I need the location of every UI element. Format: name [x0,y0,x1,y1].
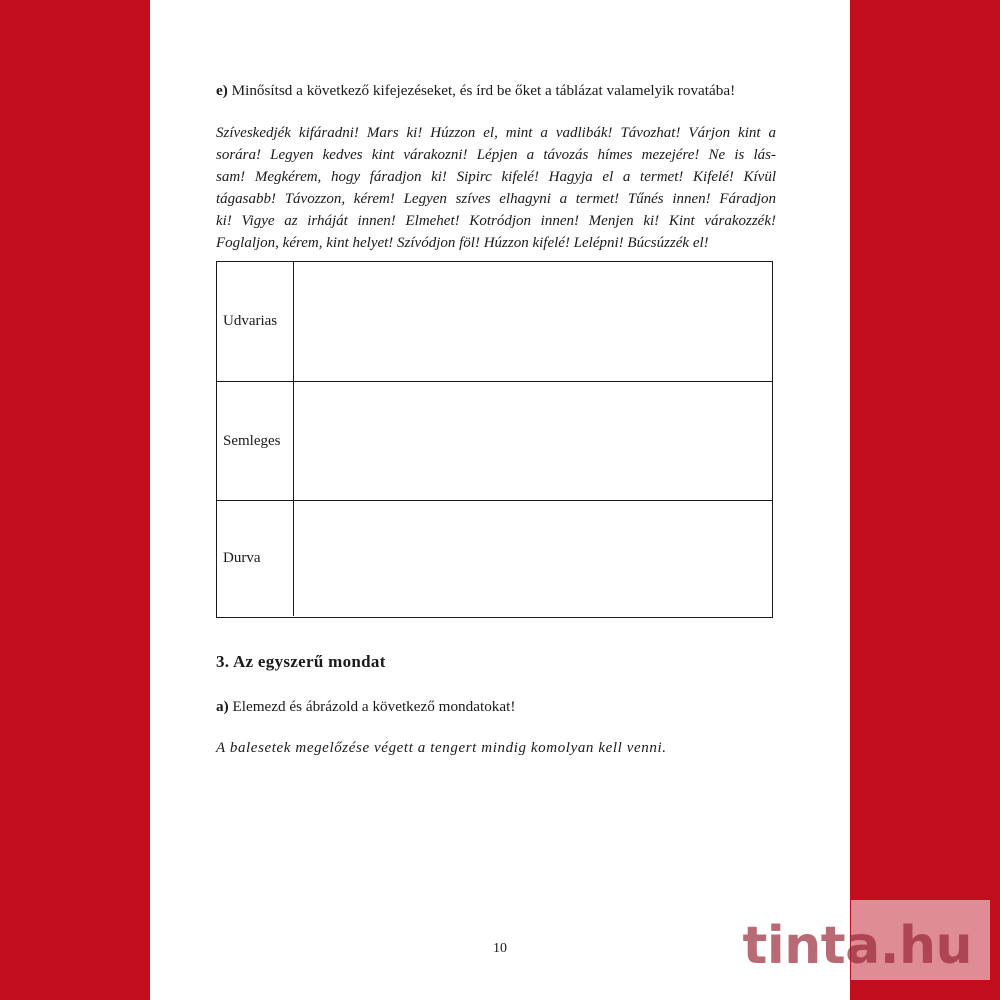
page-number: 10 [493,941,507,956]
table-row-semleges [217,381,772,500]
answer-cell-durva[interactable] [294,501,772,616]
expressions-line: ki! Vigye az irháját innen! Elmehet! Kotródjon innen! Menjen ki! Kint várakozzék! [216,213,776,229]
task-e-letter: e) [216,82,228,99]
table-row-durva [217,500,772,616]
task-a-text: Elemezd és ábrázold a következő mondatokat! [232,698,516,715]
task-e-instruction [216,80,776,102]
answer-cell-semleges[interactable] [294,382,772,500]
task-e-text: Minősítsd a következő kifejezéseket, és írd be őket a táblázat valamelyik rovatába! [231,82,736,99]
right-red-band [850,0,1000,1000]
task-a-letter: a) [216,698,229,715]
expressions-paragraph [216,122,776,254]
expressions-line: sorára! Legyen kedves kint várakozni! Lépjen a távozás hímes mezejére! Ne is lás- [216,147,776,163]
workbook-page [150,0,850,1000]
classification-table [216,261,773,618]
expressions-line: tágasabb! Távozzon, kérem! Legyen szíves elhagyni a termet! Tűnés innen! Fáradjon [216,191,776,207]
expressions-line: Foglaljon, kérem, kint helyet! Szívódjon föl! Húzzon kifelé! Lelépni! Búcsúzzék el! [216,235,709,251]
task-a-instruction [216,696,515,718]
row-label-udvarias: Udvarias [217,262,294,381]
row-label-semleges: Semleges [217,382,294,500]
row-label-durva: Durva [217,501,294,616]
answer-cell-udvarias[interactable] [294,262,772,381]
expressions-line: sam! Megkérem, hogy fáradjon ki! Sipirc kifelé! Hagyja el a termet! Kifelé! Kívül [216,169,776,185]
example-sentence: A balesetek megelőzése végett a tengert mindig komolyan kell venni. [216,740,667,756]
watermark-logo: tinta.hu [742,916,972,976]
section-title: 3. Az egyszerű mondat [216,652,386,671]
expressions-line: Szíveskedjék kifáradni! Mars ki! Húzzon el, mint a vadlibák! Távozhat! Várjon kint a [216,125,776,141]
table-row-udvarias [217,262,772,381]
left-red-band [0,0,150,1000]
